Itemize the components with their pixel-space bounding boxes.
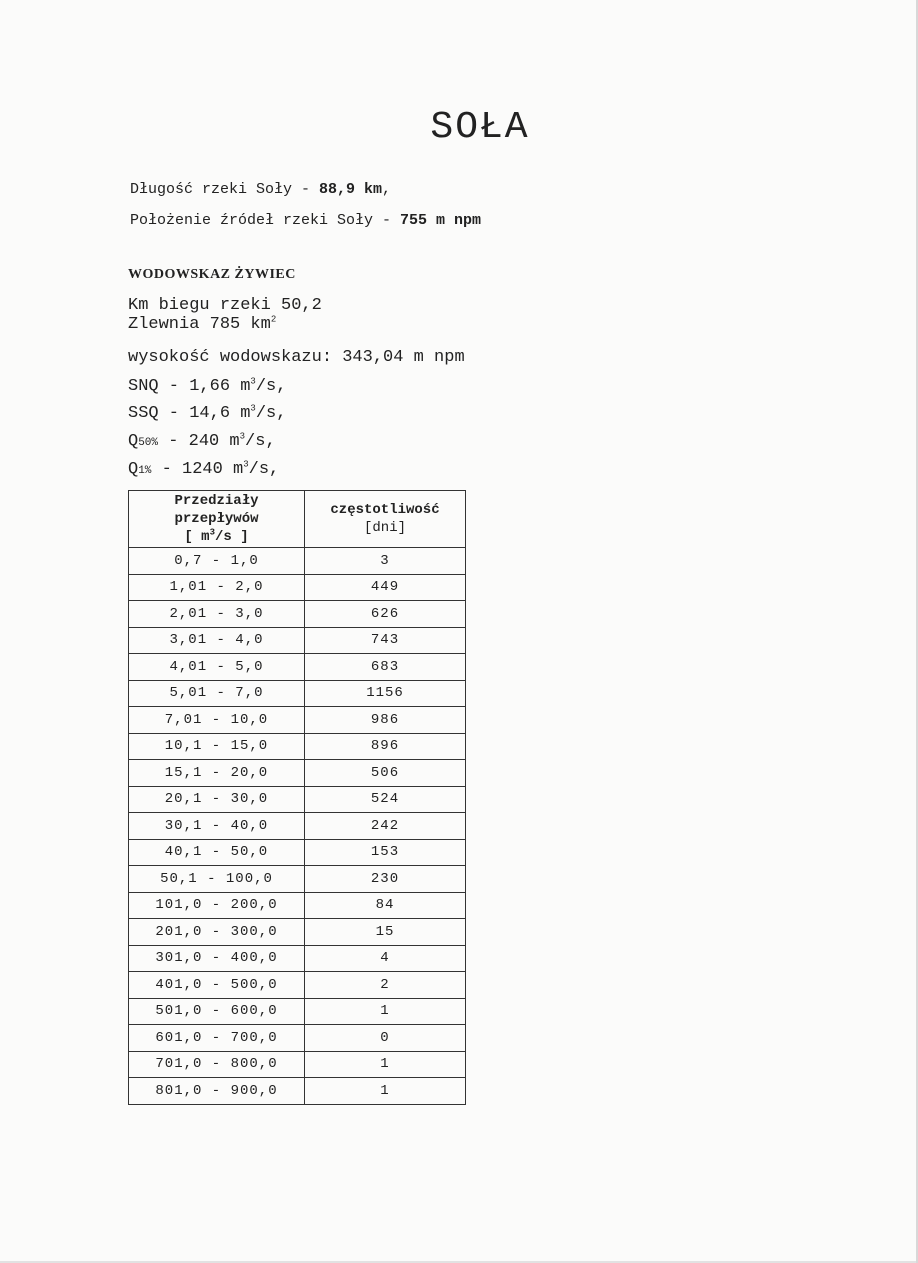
flow-range-cell: 0,7 - 1,0 xyxy=(129,548,305,575)
catchment-sup: 2 xyxy=(270,314,277,325)
flow-range-cell: 1,01 - 2,0 xyxy=(129,574,305,601)
header-flow-ranges xyxy=(129,491,305,548)
flow-range-cell: 2,01 - 3,0 xyxy=(129,601,305,628)
table-body xyxy=(129,548,466,1105)
ssq-line xyxy=(128,404,286,423)
flow-range-cell: 50,1 - 100,0 xyxy=(129,866,305,893)
ssq-sup: 3 xyxy=(250,403,256,414)
table-row xyxy=(129,548,466,575)
frequency-days-cell: 896 xyxy=(305,733,466,760)
flow-range-cell: 801,0 - 900,0 xyxy=(129,1078,305,1105)
header-frequency-line2: [dni] xyxy=(363,520,406,536)
table-row xyxy=(129,839,466,866)
flow-range-cell: 30,1 - 40,0 xyxy=(129,813,305,840)
frequency-days-cell: 524 xyxy=(305,786,466,813)
q1-value: - 1240 m xyxy=(151,460,244,479)
q50-value: - 240 m xyxy=(158,432,240,451)
q1-label: Q xyxy=(128,460,139,479)
table-row xyxy=(129,945,466,972)
table-row xyxy=(129,892,466,919)
river-source-value: 755 m npm xyxy=(400,212,482,229)
frequency-days-cell: 3 xyxy=(305,548,466,575)
flow-range-cell: 501,0 - 600,0 xyxy=(129,998,305,1025)
frequency-days-cell: 743 xyxy=(305,627,466,654)
table-row xyxy=(129,866,466,893)
table-row xyxy=(129,786,466,813)
table-row xyxy=(129,919,466,946)
flow-range-cell: 401,0 - 500,0 xyxy=(129,972,305,999)
snq-line xyxy=(128,377,286,396)
ssq-text: SSQ - 14,6 m xyxy=(128,404,251,423)
river-length-line xyxy=(130,181,391,198)
frequency-days-cell: 15 xyxy=(305,919,466,946)
frequency-days-cell: 84 xyxy=(305,892,466,919)
q50-label: Q xyxy=(128,432,139,451)
q50-unit: /s, xyxy=(245,432,276,451)
frequency-days-cell: 4 xyxy=(305,945,466,972)
table-row xyxy=(129,654,466,681)
q1-unit: /s, xyxy=(248,460,280,479)
header-frequency xyxy=(305,491,466,548)
frequency-days-cell: 986 xyxy=(305,707,466,734)
header-flow-unit-post: /s ] xyxy=(215,529,249,545)
river-length-suffix: , xyxy=(382,181,392,198)
flow-range-cell: 601,0 - 700,0 xyxy=(129,1025,305,1052)
header-flow-line1: Przedziały xyxy=(174,493,259,509)
table-row xyxy=(129,1051,466,1078)
header-flow-unit-pre: [ m xyxy=(184,529,210,545)
frequency-days-cell: 230 xyxy=(305,866,466,893)
snq-unit: /s, xyxy=(255,377,287,396)
frequency-days-cell: 153 xyxy=(305,839,466,866)
frequency-days-cell: 1156 xyxy=(305,680,466,707)
table-row xyxy=(129,574,466,601)
flow-range-cell: 7,01 - 10,0 xyxy=(129,707,305,734)
q1-sup: 3 xyxy=(243,459,249,470)
q50-sup: 3 xyxy=(239,431,246,442)
table-row xyxy=(129,733,466,760)
flow-range-cell: 201,0 - 300,0 xyxy=(129,919,305,946)
table-row xyxy=(129,707,466,734)
snq-sup: 3 xyxy=(250,376,256,387)
gauge-heading: WODOWSKAZ ŻYWIEC xyxy=(128,267,296,282)
header-flow-line3 xyxy=(184,529,248,545)
flow-frequency-table xyxy=(128,490,466,1105)
q1-sub: 1% xyxy=(138,465,152,477)
flow-range-cell: 5,01 - 7,0 xyxy=(129,680,305,707)
frequency-days-cell: 1 xyxy=(305,1078,466,1105)
river-source-label: Położenie źródeł rzeki Soły - xyxy=(130,212,401,229)
page-title: SOŁA xyxy=(430,106,530,149)
frequency-days-cell: 683 xyxy=(305,654,466,681)
frequency-days-cell: 1 xyxy=(305,1051,466,1078)
river-length-value: 88,9 km xyxy=(319,181,383,198)
header-flow-unit-sup: 3 xyxy=(209,527,215,538)
frequency-days-cell: 506 xyxy=(305,760,466,787)
table-row xyxy=(129,760,466,787)
flow-range-cell: 701,0 - 800,0 xyxy=(129,1051,305,1078)
flow-range-cell: 4,01 - 5,0 xyxy=(129,654,305,681)
river-source-line xyxy=(130,212,481,229)
table-header-row xyxy=(129,491,466,548)
flow-range-cell: 20,1 - 30,0 xyxy=(129,786,305,813)
frequency-days-cell: 242 xyxy=(305,813,466,840)
ssq-unit: /s, xyxy=(255,404,287,423)
table-row xyxy=(129,972,466,999)
table-row xyxy=(129,1025,466,1052)
frequency-days-cell: 626 xyxy=(305,601,466,628)
table-row xyxy=(129,998,466,1025)
flow-range-cell: 40,1 - 50,0 xyxy=(129,839,305,866)
table-row xyxy=(129,601,466,628)
gauge-height-line: wysokość wodowskazu: 343,04 m npm xyxy=(128,348,465,367)
frequency-days-cell: 2 xyxy=(305,972,466,999)
frequency-days-cell: 1 xyxy=(305,998,466,1025)
catchment-line xyxy=(128,315,276,334)
river-km-line: Km biegu rzeki 50,2 xyxy=(128,296,322,315)
table-row xyxy=(129,680,466,707)
flow-range-cell: 15,1 - 20,0 xyxy=(129,760,305,787)
q50-line xyxy=(128,432,276,451)
river-length-label: Długość rzeki Soły - xyxy=(130,181,320,198)
table-row xyxy=(129,627,466,654)
snq-text: SNQ - 1,66 m xyxy=(128,377,251,396)
q1-line xyxy=(128,460,279,479)
header-frequency-line1: częstotliwość xyxy=(330,502,440,518)
header-flow-line2: przepływów xyxy=(174,511,259,527)
flow-range-cell: 3,01 - 4,0 xyxy=(129,627,305,654)
flow-range-cell: 10,1 - 15,0 xyxy=(129,733,305,760)
table-row xyxy=(129,1078,466,1105)
flow-range-cell: 301,0 - 400,0 xyxy=(129,945,305,972)
q50-sub: 50% xyxy=(138,437,159,449)
flow-range-cell: 101,0 - 200,0 xyxy=(129,892,305,919)
frequency-days-cell: 449 xyxy=(305,574,466,601)
table-row xyxy=(129,813,466,840)
catchment-text: Zlewnia 785 km xyxy=(128,315,271,334)
frequency-days-cell: 0 xyxy=(305,1025,466,1052)
